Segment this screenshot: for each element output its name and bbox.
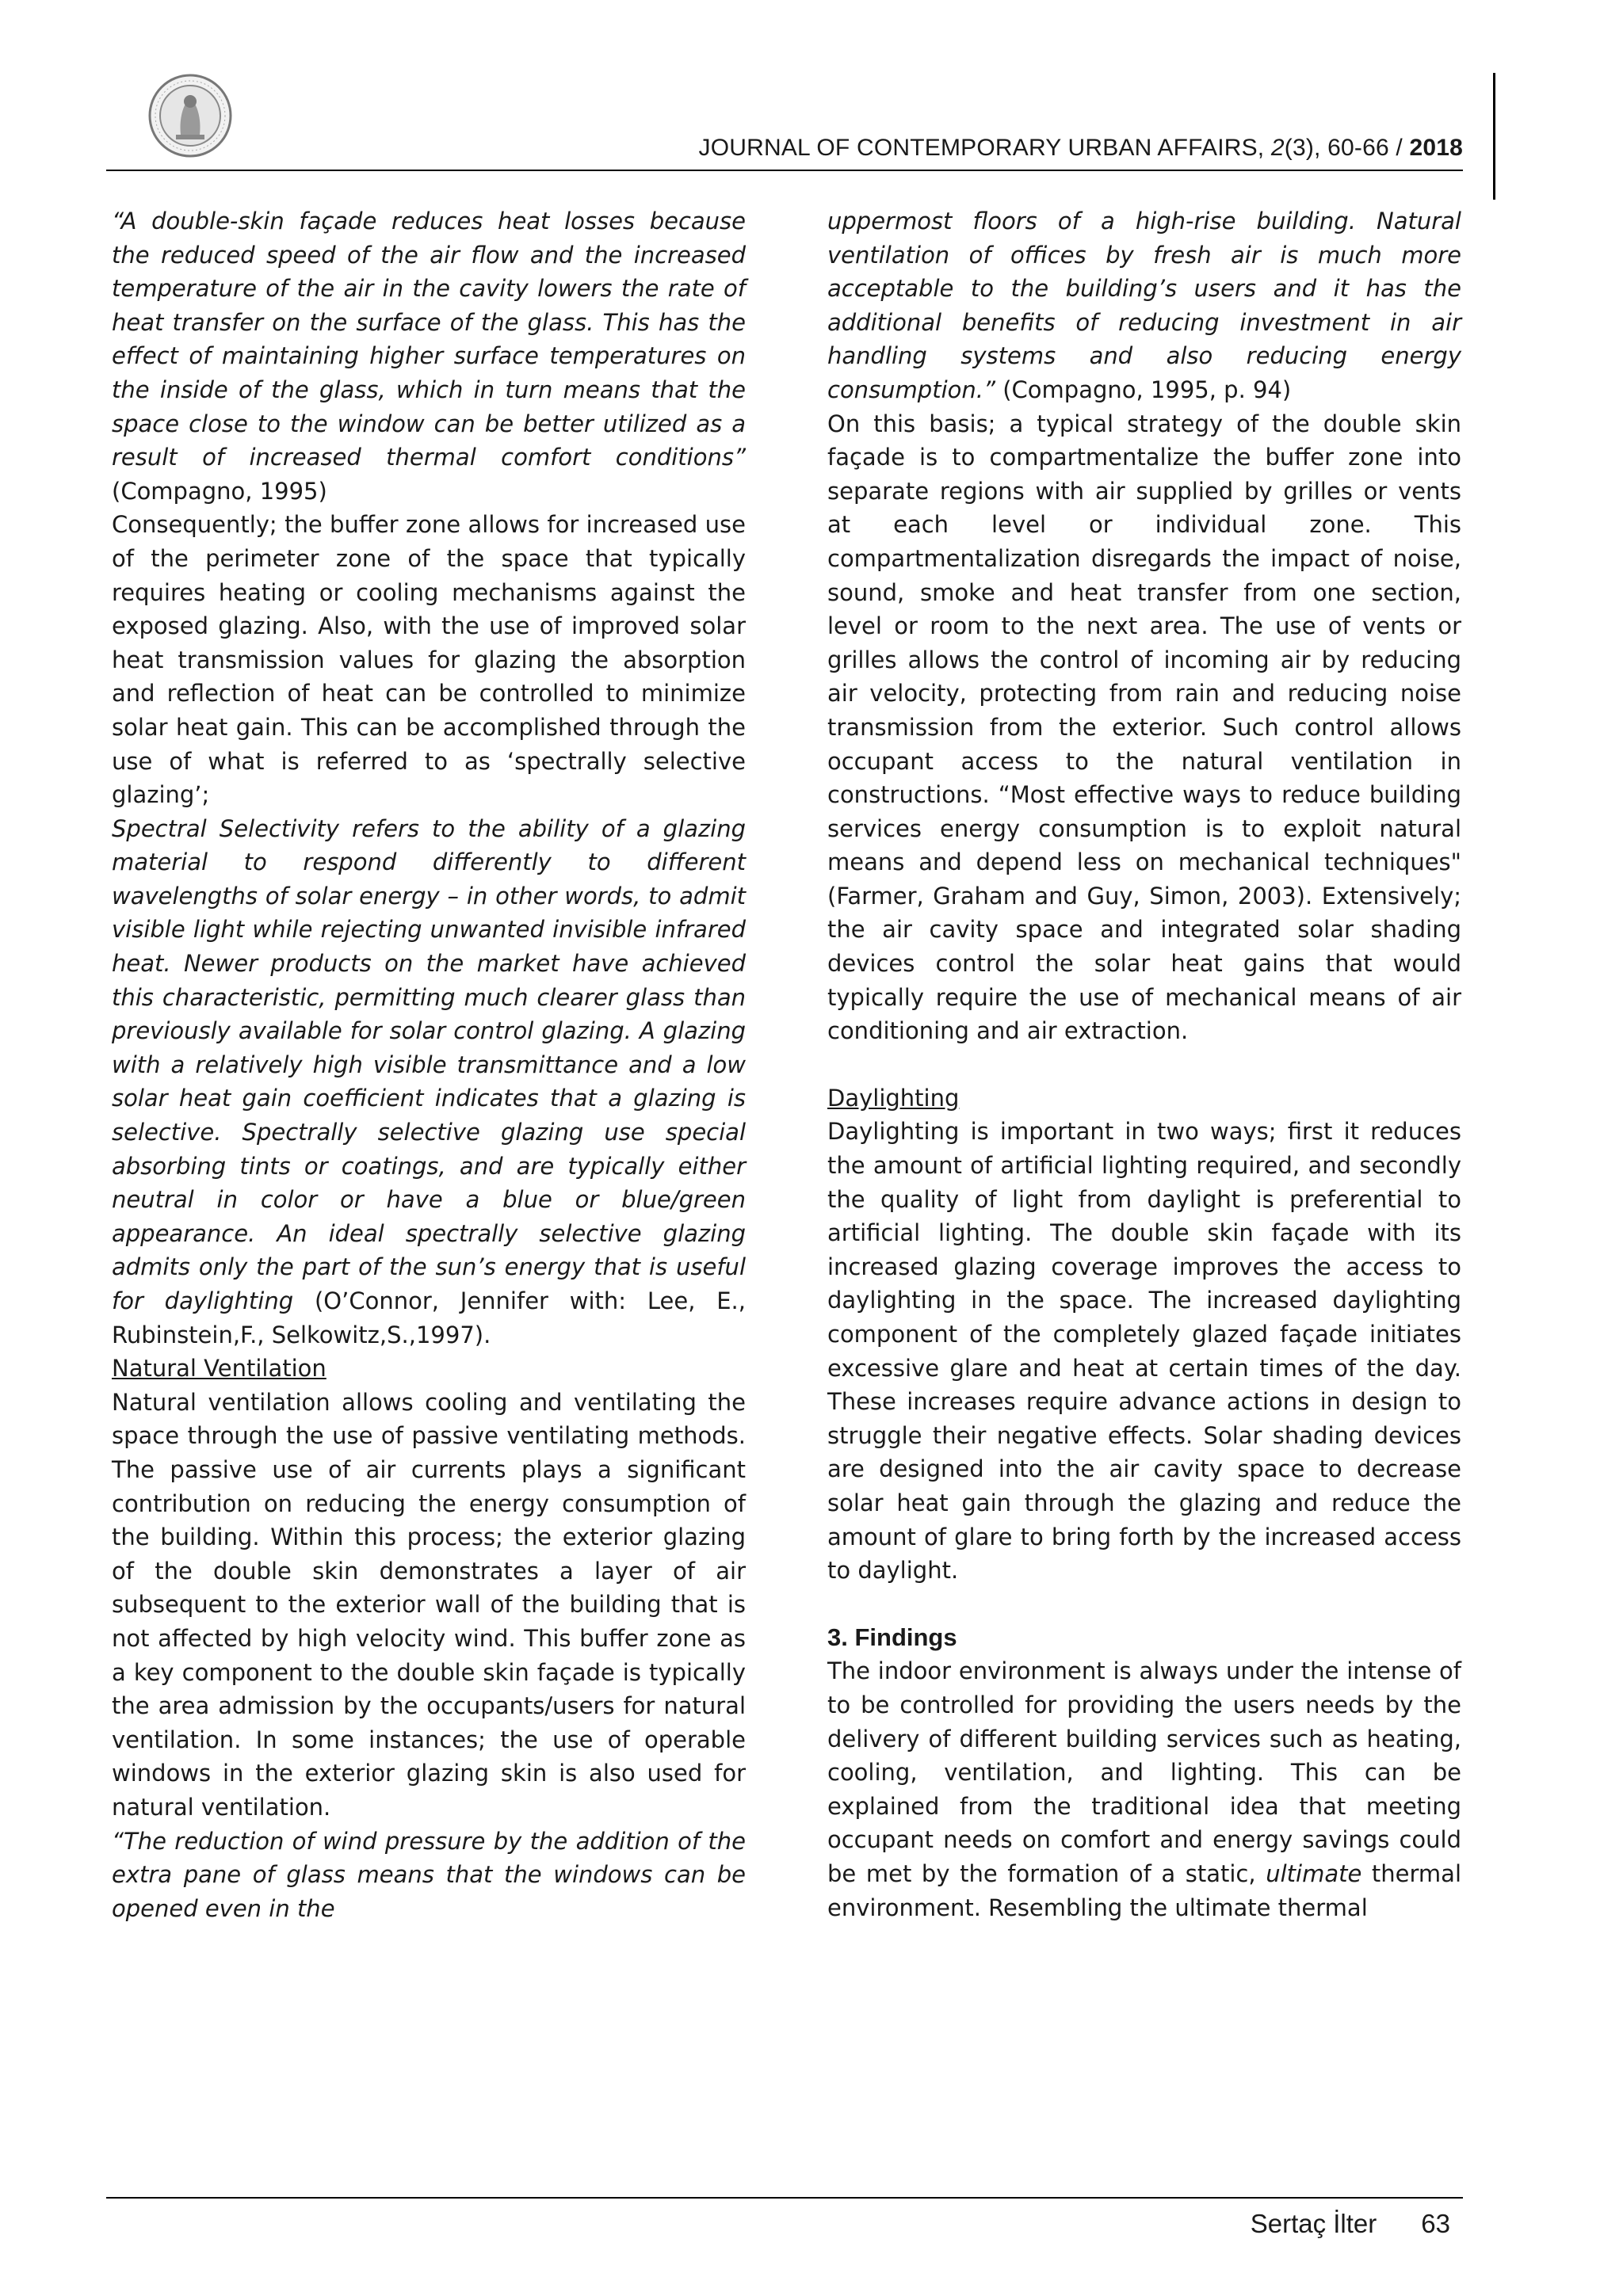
findings-text-b: thermal environment. Resembling the ultimate thermal [827, 1859, 1461, 1921]
right-column [827, 204, 1461, 1924]
wind-pressure-citation: (Compagno, 1995, p. 94) [995, 376, 1292, 403]
wind-pressure-quote-end: uppermost floors of a high-rise building. Natural ventilation of offices by fresh air is much more acceptable to the building’s users and it has the additional benefits of reducing investment in air handling systems and also reducing energy consumption.” [827, 208, 1461, 403]
findings-paragraph [827, 1654, 1461, 1924]
page-footer [1251, 2209, 1450, 2239]
compagno-quote-paragraph [112, 204, 746, 508]
spectral-selectivity-paragraph [112, 812, 746, 1352]
spectral-selectivity-citation: (O’Connor, Jennifer with: Lee, E., Rubinstein,F., Selkowitz,S.,1997). [112, 1287, 746, 1348]
journal-year: 2018 [1409, 135, 1463, 161]
paragraph-spacer [827, 1048, 1461, 1081]
header-vertical-rule [1493, 73, 1495, 200]
natural-ventilation-paragraph: Natural ventilation allows cooling and ventilating the space through the use of passive ventilating methods. The passive use of air currents plays a significant contribution on reducing the energy consumption of the building. Within this process; the exterior glazing of the double skin demonstrates a layer of air subsequent to the exterior wall of the building that is not affected by high velocity wind. This buffer zone as a key component to the double skin façade is typically the area admission by the occupants/users for natural ventilation. In some instances; the use of operable windows in the exterior glazing skin is also used for natural ventilation. [112, 1388, 746, 1821]
compartmentalization-paragraph: On this basis; a typical strategy of the double skin façade is to compartmentalize the buffer zone into separate regions with air supplied by grilles or vents at each level or individual zone. This compartmentalization disregards the impact of noise, sound, smoke and heat transfer from one section, level or room to the next area. The use of vents or grilles allows the control of incoming air by reducing air velocity, protecting from rain and reducing noise transmission from the exterior. Such control allows occupant access to the natural ventilation in constructions. “Most effective ways to reduce building services energy consumption is to exploit natural means and depend less on mechanical techniques" (Farmer, Graham and Guy, Simon, 2003). Extensively; the air cavity space and integrated solar shading devices control the solar heat gains that would typically require the use of mechanical means of air conditioning and air extraction. [827, 410, 1461, 1045]
footer-rule [106, 2197, 1463, 2199]
findings-text-a: The indoor environment is always under the intense of to be controlled for providing the users needs by the delivery of different building services such as heating, cooling, ventilation, and lighting. This can be explained from the traditional idea that meeting occupant needs on comfort and energy savings could be met by the formation of a static, [827, 1657, 1461, 1887]
journal-issue-pages: (3), 60-66 / [1284, 135, 1410, 161]
journal-seal-logo [147, 73, 233, 158]
left-column [112, 204, 746, 1925]
findings-emphasis: ultimate [1266, 1859, 1362, 1887]
daylighting-heading: Daylighting [827, 1084, 960, 1112]
buffer-zone-paragraph: Consequently; the buffer zone allows for increased use of the perimeter zone of the space that typically requires heating or cooling mechanisms against the exposed glazing. Also, with the use of improved solar heat transmission values for glazing the absorption and reflection of heat can be controlled to minimize solar heat gain. This can be accomplished through the use of what is referred to as ‘spectrally selective glazing’; [112, 511, 746, 809]
spectral-selectivity-quote: Spectral Selectivity refers to the ability of a glazing material to respond differently to different wavelengths of solar energy – in other words, to admit visible light while rejecting unwanted invisible infrared heat. Newer products on the market have achieved this characteristic, permitting much clearer glass than previously available for solar control glazing. A glazing with a relatively high visible transmittance and a low solar heat gain coefficient indicates that a glazing is selective. Spectrally selective glazing use special absorbing tints or coatings, and are typically either neutral in color or have a blue or blue/green appearance. An ideal spectrally selective glazing admits only the part of the sun’s energy that is useful for daylighting [112, 814, 746, 1314]
footer-author: Sertaç İlter [1250, 2209, 1377, 2238]
header-rule [106, 170, 1463, 171]
compagno-quote-citation: (Compagno, 1995) [112, 477, 327, 505]
wind-pressure-quote-start: “The reduction of wind pressure by the addition of the extra pane of glass means that the windows can be opened even in the [112, 1827, 746, 1922]
paragraph-spacer [827, 1588, 1461, 1621]
wind-pressure-quote-continued [827, 204, 1461, 407]
journal-name: JOURNAL OF CONTEMPORARY URBAN AFFAIRS, [698, 135, 1271, 161]
findings-heading: 3. Findings [827, 1623, 957, 1651]
natural-ventilation-heading: Natural Ventilation [112, 1355, 327, 1383]
page-number: 63 [1421, 2209, 1450, 2238]
journal-volume: 2 [1270, 135, 1285, 161]
daylighting-paragraph: Daylighting is important in two ways; first it reduces the amount of artificial lighting required, and secondly the quality of light from daylight is preferential to artificial lighting. The double skin façade with its increased glazing coverage improves the access to daylighting in the space. The increased daylighting component of the completely glazed façade initiates excessive glare and heat at certain times of the day. These increases require advance actions in design to struggle their negative effects. Solar shading devices are designed into the air cavity space to decrease solar heat gain through the glazing and reduce the amount of glare to bring forth by the increased access to daylight. [827, 1118, 1461, 1585]
journal-running-header [699, 135, 1463, 162]
compagno-quote-text: “A double-skin façade reduces heat losses because the reduced speed of the air flow and the increased temperature of the air in the cavity lowers the rate of heat transfer on the surface of the glass. This has the effect of maintaining higher surface temperatures on the inside of the glass, which in turn means that the space close to the window can be better utilized as a result of increased thermal comfort conditions” [112, 208, 746, 471]
